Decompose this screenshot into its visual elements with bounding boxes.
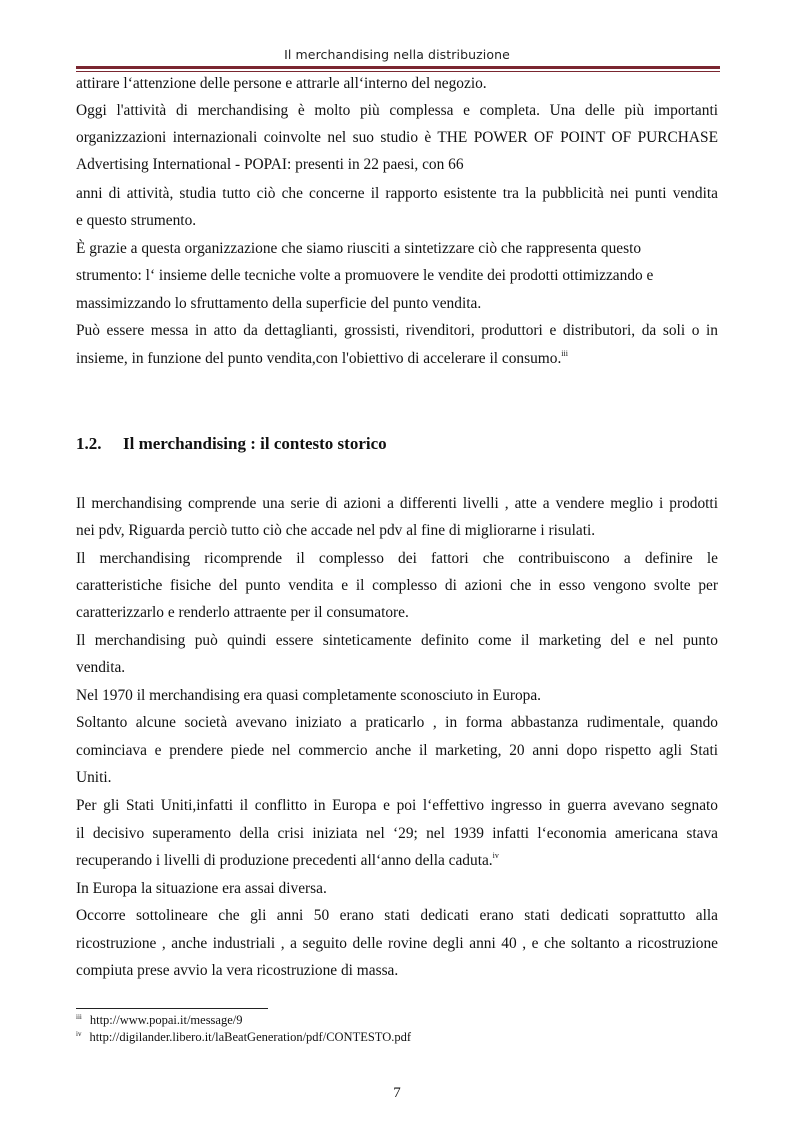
text-line-with-note	[76, 349, 718, 369]
text-line: È grazie a questa organizzazione che siamo riusciti a sintetizzare ciò che rappresenta questo	[76, 240, 642, 257]
endnote-ref[interactable]: iii	[561, 349, 568, 358]
text-line: massimizzando lo sfruttamento della superficie del punto vendita.	[76, 295, 482, 312]
footnote-marker: iv	[76, 1030, 82, 1038]
text-line: strumento: l‘ insieme delle tecniche volte a promuovere le vendite dei prodotti ottimizzando e	[76, 267, 654, 284]
text-line: Uniti.	[76, 769, 112, 786]
text-line: ricostruzione , anche industriali , a seguito delle rovine degli anni 40 , e che soltanto a ricostruzione	[76, 935, 718, 952]
text-span: recuperando i livelli di produzione precedenti all‘anno della caduta.	[76, 852, 493, 869]
text-line: Occorre sottolineare che gli anni 50 erano stati dedicati erano stati dedicati soprattutto alla	[76, 907, 718, 924]
text-line: caratterizzarlo e renderlo attraente per il consumatore.	[76, 604, 409, 621]
text-line: Advertising International - POPAI: presenti in 22 paesi, con 66	[76, 156, 464, 173]
footnote-separator	[76, 1008, 268, 1009]
text-line: Oggi l'attività di merchandising è molto più complessa e completa. Una delle più importanti	[76, 102, 718, 119]
text-line: In Europa la situazione era assai diversa.	[76, 880, 327, 897]
footnote-link[interactable]: http://digilander.libero.it/laBeatGeneration/pdf/CONTESTO.pdf	[89, 1030, 412, 1044]
text-line: Può essere messa in atto da dettaglianti, grossisti, rivenditori, produttori e distributori, da soli o in	[76, 322, 718, 339]
text-line: nei pdv, Riguarda perciò tutto ciò che accade nel pdv al fine di migliorarne i risulati.	[76, 522, 596, 539]
text-line-with-note	[76, 851, 718, 871]
footnote-marker: iii	[76, 1013, 82, 1021]
header-rule-thick	[76, 66, 720, 69]
text-line: Il merchandising ricomprende il complesso dei fattori che contribuiscono a definire le	[76, 550, 718, 567]
text-line: anni di attività, studia tutto ciò che concerne il rapporto esistente tra la pubblicità nei punti vendita	[76, 185, 718, 202]
text-line: Soltanto alcune società avevano iniziato a praticarlo , in forma abbastanza rudimentale, quando	[76, 714, 718, 731]
text-line: Il merchandising comprende una serie di azioni a differenti livelli , atte a vendere meglio i prodotti	[76, 495, 718, 512]
text-line: Nel 1970 il merchandising era quasi completamente sconosciuto in Europa.	[76, 687, 542, 704]
text-line: cominciava e prendere piede nel commercio anche il marketing, 20 anni dopo rispetto agli Stati	[76, 742, 718, 759]
text-line: Per gli Stati Uniti,infatti il conflitto in Europa e poi l‘effettivo ingresso in guerra avevano segnato	[76, 797, 718, 814]
running-header: Il merchandising nella distribuzione	[284, 47, 510, 62]
footnote	[76, 1013, 243, 1028]
text-span: insieme, in funzione del punto vendita,con l'obiettivo di accelerare il consumo.	[76, 350, 562, 367]
footnote	[76, 1030, 411, 1045]
footnote-link[interactable]: http://www.popai.it/message/9	[89, 1013, 243, 1027]
page-number: 7	[393, 1085, 401, 1101]
section-heading	[76, 434, 387, 454]
text-line: organizzazioni internazionali coinvolte nel suo studio è THE POWER OF POINT OF PURCHASE	[76, 129, 718, 146]
text-line: compiuta prese avvio la vera ricostruzione di massa.	[76, 962, 399, 979]
header-rule-thin	[76, 71, 720, 72]
text-line: e questo strumento.	[76, 212, 197, 229]
text-line: attirare l‘attenzione delle persone e attrarle all‘interno del negozio.	[76, 75, 487, 92]
endnote-ref[interactable]: iv	[492, 851, 499, 860]
text-line: il decisivo superamento della crisi iniziata nel ‘29; nel 1939 infatti l‘economia americana stava	[76, 825, 718, 842]
text-line: vendita.	[76, 659, 126, 676]
section-title: Il merchandising : il contesto storico	[123, 434, 387, 453]
text-line: caratteristiche fisiche del punto vendita e il complesso di azioni che in esso vengono svolte per	[76, 577, 718, 594]
text-line: Il merchandising può quindi essere sinteticamente definito come il marketing del e nel punto	[76, 632, 718, 649]
section-number: 1.2.	[76, 434, 102, 453]
